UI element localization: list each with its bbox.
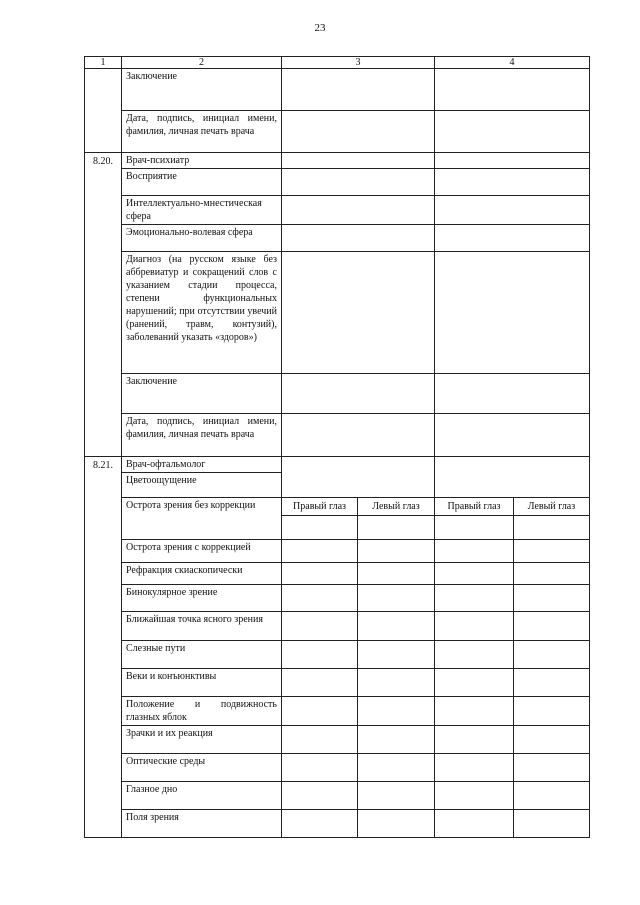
entry-cell[interactable] (358, 612, 435, 641)
entry-cell[interactable] (435, 540, 514, 563)
entry-cell[interactable] (514, 641, 590, 669)
examination-table (84, 56, 590, 838)
conclusion-label: Заключение (122, 69, 282, 111)
entry-cell[interactable] (514, 669, 590, 697)
entry-cell[interactable] (282, 457, 435, 473)
entry-cell[interactable] (514, 585, 590, 612)
row-label: Острота зрения без коррекции (122, 498, 282, 540)
entry-cell[interactable] (435, 457, 590, 473)
entry-cell[interactable] (358, 810, 435, 838)
row-label: Заключение (122, 374, 282, 414)
entry-cell[interactable] (282, 111, 435, 153)
right-eye-header: Правый глаз (435, 498, 514, 516)
entry-cell[interactable] (282, 473, 435, 498)
header-col-1: 1 (85, 57, 122, 69)
entry-cell[interactable] (435, 669, 514, 697)
entry-cell[interactable] (358, 540, 435, 563)
table-row (85, 585, 590, 612)
row-label: Диагноз (на русском языке без аббревиатур и сокращений слов с указанием стадии процесса, степени функциональных нарушений; при отсутствии увечий (ранений, травм, контузий), заболеваний указать «здоров») (122, 252, 282, 374)
row-label: Положение и подвижность глазных яблок (122, 697, 282, 726)
entry-cell[interactable] (435, 754, 514, 782)
row-label: Оптические среды (122, 754, 282, 782)
entry-cell[interactable] (282, 252, 435, 374)
table-row (85, 374, 590, 414)
entry-cell[interactable] (435, 196, 590, 225)
signature-label: Дата, подпись, инициал имени, фамилия, личная печать врача (122, 111, 282, 153)
entry-cell[interactable] (435, 585, 514, 612)
table-row (85, 111, 590, 153)
header-col-3: 3 (282, 57, 435, 69)
entry-cell[interactable] (358, 641, 435, 669)
table-row (85, 69, 590, 111)
entry-cell[interactable] (358, 585, 435, 612)
table-row (85, 252, 590, 374)
entry-cell[interactable] (282, 540, 358, 563)
table-row (85, 754, 590, 782)
table-row (85, 540, 590, 563)
row-label: Эмоционально-волевая сфера (122, 225, 282, 252)
section-title: Врач-офтальмолог (122, 457, 282, 473)
table-row (85, 414, 590, 457)
entry-cell[interactable] (282, 726, 358, 754)
entry-cell[interactable] (435, 810, 514, 838)
entry-cell[interactable] (282, 563, 358, 585)
entry-cell[interactable] (435, 111, 590, 153)
entry-cell[interactable] (282, 69, 435, 111)
entry-cell[interactable] (282, 414, 435, 457)
entry-cell[interactable] (514, 810, 590, 838)
entry-cell[interactable] (435, 612, 514, 641)
left-eye-header: Левый глаз (514, 498, 590, 516)
entry-cell[interactable] (282, 612, 358, 641)
entry-cell[interactable] (435, 414, 590, 457)
left-eye-header: Левый глаз (358, 498, 435, 516)
row-label: Бинокулярное зрение (122, 585, 282, 612)
entry-cell[interactable] (435, 169, 590, 196)
header-col-4: 4 (435, 57, 590, 69)
table-row (85, 612, 590, 641)
entry-cell[interactable] (282, 374, 435, 414)
row-label: Интеллектуально-мнестическая сфера (122, 196, 282, 225)
entry-cell[interactable] (282, 669, 358, 697)
entry-cell[interactable] (282, 585, 358, 612)
entry-cell[interactable] (358, 516, 435, 540)
row-label: Цветоощущение (122, 473, 282, 498)
header-row (85, 57, 590, 69)
row-label: Поля зрения (122, 810, 282, 838)
row-label: Дата, подпись, инициал имени, фамилия, личная печать врача (122, 414, 282, 457)
entry-cell[interactable] (358, 754, 435, 782)
table-row (85, 669, 590, 697)
table-row (85, 498, 590, 516)
entry-cell[interactable] (435, 225, 590, 252)
entry-cell[interactable] (282, 516, 358, 540)
table-row (85, 563, 590, 585)
entry-cell[interactable] (514, 754, 590, 782)
table-row (85, 697, 590, 726)
table-row (85, 782, 590, 810)
row-label: Зрачки и их реакция (122, 726, 282, 754)
table-row (85, 169, 590, 196)
entry-cell[interactable] (282, 810, 358, 838)
entry-cell[interactable] (358, 726, 435, 754)
entry-cell[interactable] (514, 726, 590, 754)
section-number: 8.20. (85, 153, 122, 457)
entry-cell[interactable] (282, 754, 358, 782)
row-label: Восприятие (122, 169, 282, 196)
row-number-cell (85, 69, 122, 153)
entry-cell[interactable] (514, 540, 590, 563)
entry-cell[interactable] (435, 473, 590, 498)
entry-cell[interactable] (435, 374, 590, 414)
row-label: Рефракция скиаскопически (122, 563, 282, 585)
entry-cell[interactable] (435, 252, 590, 374)
section-row-ophthalmologist (85, 457, 590, 473)
table-row (85, 641, 590, 669)
section-title: Врач-психиатр (122, 153, 282, 169)
table-row (85, 473, 590, 498)
row-label: Острота зрения с коррекцией (122, 540, 282, 563)
entry-cell[interactable] (282, 196, 435, 225)
entry-cell[interactable] (282, 697, 358, 726)
table-row (85, 196, 590, 225)
entry-cell[interactable] (435, 782, 514, 810)
entry-cell[interactable] (514, 516, 590, 540)
entry-cell[interactable] (282, 782, 358, 810)
entry-cell[interactable] (514, 563, 590, 585)
entry-cell[interactable] (282, 225, 435, 252)
entry-cell[interactable] (514, 697, 590, 726)
entry-cell[interactable] (514, 612, 590, 641)
header-col-2: 2 (122, 57, 282, 69)
page-number: 23 (314, 22, 326, 34)
table-row (85, 726, 590, 754)
row-label: Слезные пути (122, 641, 282, 669)
entry-cell[interactable] (435, 697, 514, 726)
section-number: 8.21. (85, 457, 122, 838)
entry-cell[interactable] (282, 169, 435, 196)
entry-cell[interactable] (435, 726, 514, 754)
entry-cell[interactable] (358, 697, 435, 726)
row-label: Ближайшая точка ясного зрения (122, 612, 282, 641)
entry-cell[interactable] (435, 69, 590, 111)
section-row-psychiatrist (85, 153, 590, 169)
row-label: Глазное дно (122, 782, 282, 810)
entry-cell[interactable] (358, 563, 435, 585)
table-row (85, 810, 590, 838)
entry-cell[interactable] (435, 153, 590, 169)
row-label: Веки и конъюнктивы (122, 669, 282, 697)
entry-cell[interactable] (435, 563, 514, 585)
table-row (85, 225, 590, 252)
entry-cell[interactable] (435, 641, 514, 669)
entry-cell[interactable] (358, 782, 435, 810)
entry-cell[interactable] (358, 669, 435, 697)
entry-cell[interactable] (435, 516, 514, 540)
entry-cell[interactable] (282, 153, 435, 169)
entry-cell[interactable] (514, 782, 590, 810)
entry-cell[interactable] (282, 641, 358, 669)
right-eye-header: Правый глаз (282, 498, 358, 516)
